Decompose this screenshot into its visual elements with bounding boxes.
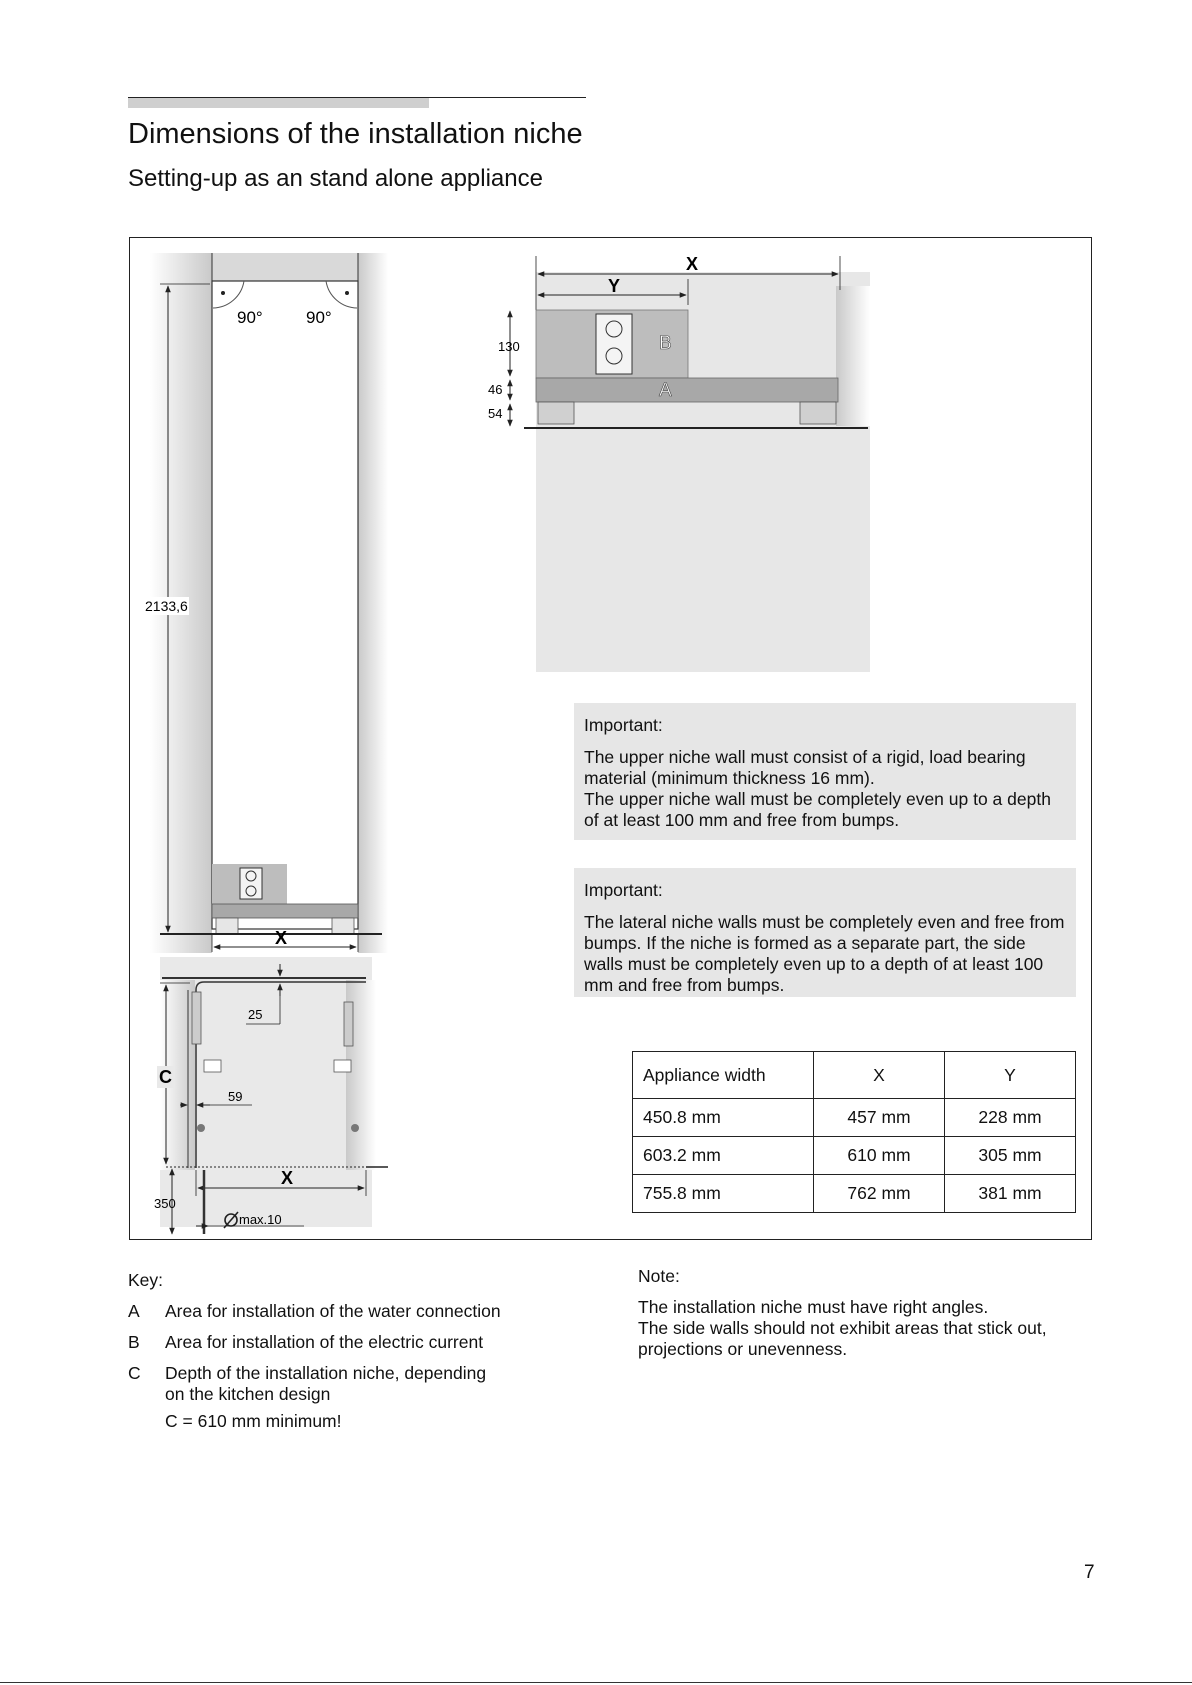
footer-rule xyxy=(0,1682,1192,1683)
table-header-cell: X xyxy=(814,1052,945,1099)
key-text: Area for installation of the water connection xyxy=(165,1301,501,1321)
key-heading: Key: xyxy=(128,1270,164,1290)
note-line: The installation niche must have right angles. xyxy=(638,1297,989,1317)
key-text: Depth of the installation niche, depending on the kitchen design xyxy=(165,1363,487,1404)
table-cell: 755.8 mm xyxy=(633,1175,814,1213)
dim-54: 54 xyxy=(488,406,503,421)
key-item xyxy=(128,1301,598,1322)
dim-130: 130 xyxy=(498,339,520,354)
key-letter: B xyxy=(128,1332,140,1352)
angle-label-left: 90° xyxy=(237,308,263,327)
diameter-label: max.10 xyxy=(239,1212,282,1227)
note-line: The side walls should not exhibit areas that stick out, projections or unevenness. xyxy=(638,1318,1047,1359)
key-c-note: C = 610 mm minimum! xyxy=(165,1411,342,1431)
side-x-label: X xyxy=(686,254,699,274)
side-view xyxy=(488,254,870,672)
area-a-label: A xyxy=(659,380,672,401)
important-box-lateral-walls xyxy=(574,868,1076,997)
key-item xyxy=(128,1332,598,1353)
height-label: 2133,6 xyxy=(145,598,188,614)
page-number: 7 xyxy=(1084,1562,1095,1583)
side-y-label: Y xyxy=(608,276,621,296)
niche-opening xyxy=(212,281,358,929)
key-item xyxy=(128,1363,598,1405)
upper-niche-wall xyxy=(212,253,358,281)
note-heading: Note: xyxy=(638,1266,680,1286)
area-b-label: B xyxy=(659,333,672,354)
important-box-upper-wall xyxy=(574,703,1076,840)
important-line: The upper niche wall must consist of a rigid, load bearing material (minimum thickness 16 mm). xyxy=(584,747,1026,788)
important-text: The lateral niche walls must be completely even and free from bumps. If the niche is formed as a separate part, the side walls must be completely even up to a depth of at least 100 mm and free from bumps. xyxy=(584,912,1065,995)
table-row xyxy=(633,1099,1076,1137)
right-niche-wall xyxy=(358,253,388,953)
angle-label-right: 90° xyxy=(306,308,332,327)
table-cell: 610 mm xyxy=(814,1137,945,1175)
important-heading: Important: xyxy=(584,880,663,900)
table-cell: 228 mm xyxy=(945,1099,1076,1137)
important-heading: Important: xyxy=(584,715,663,735)
table-cell: 762 mm xyxy=(814,1175,945,1213)
table-cell: 381 mm xyxy=(945,1175,1076,1213)
table-cell: 305 mm xyxy=(945,1137,1076,1175)
dim-350: 350 xyxy=(154,1196,176,1211)
table-header-cell: Y xyxy=(945,1052,1076,1099)
front-view xyxy=(143,253,388,953)
table-cell: 450.8 mm xyxy=(633,1099,814,1137)
table-row xyxy=(633,1137,1076,1175)
table-header-cell: Appliance width xyxy=(633,1052,814,1099)
dim-59: 59 xyxy=(228,1089,243,1104)
top-x-label: X xyxy=(281,1168,294,1188)
dim-46: 46 xyxy=(488,382,503,397)
note-section xyxy=(638,1266,1078,1360)
key-section xyxy=(128,1270,598,1432)
key-letter: A xyxy=(128,1301,140,1321)
table-cell: 603.2 mm xyxy=(633,1137,814,1175)
dimensions-table xyxy=(632,1051,1076,1213)
important-line: The upper niche wall must be completely even up to a depth of at least 100 mm and free from bumps. xyxy=(584,789,1051,830)
key-text: Area for installation of the electric current xyxy=(165,1332,484,1352)
page-title: Dimensions of the installation niche xyxy=(128,118,583,150)
area-a-strip xyxy=(212,904,358,918)
area-a-bar xyxy=(536,378,838,402)
table-row xyxy=(633,1175,1076,1213)
table-cell: 457 mm xyxy=(814,1099,945,1137)
dim-25: 25 xyxy=(248,1007,263,1022)
key-letter: C xyxy=(128,1363,141,1383)
top-c-label: C xyxy=(159,1067,172,1087)
front-width-label: X xyxy=(275,928,288,948)
top-view xyxy=(154,957,388,1234)
table-header-row xyxy=(633,1052,1076,1099)
page-subtitle: Setting-up as an stand alone appliance xyxy=(128,165,543,192)
